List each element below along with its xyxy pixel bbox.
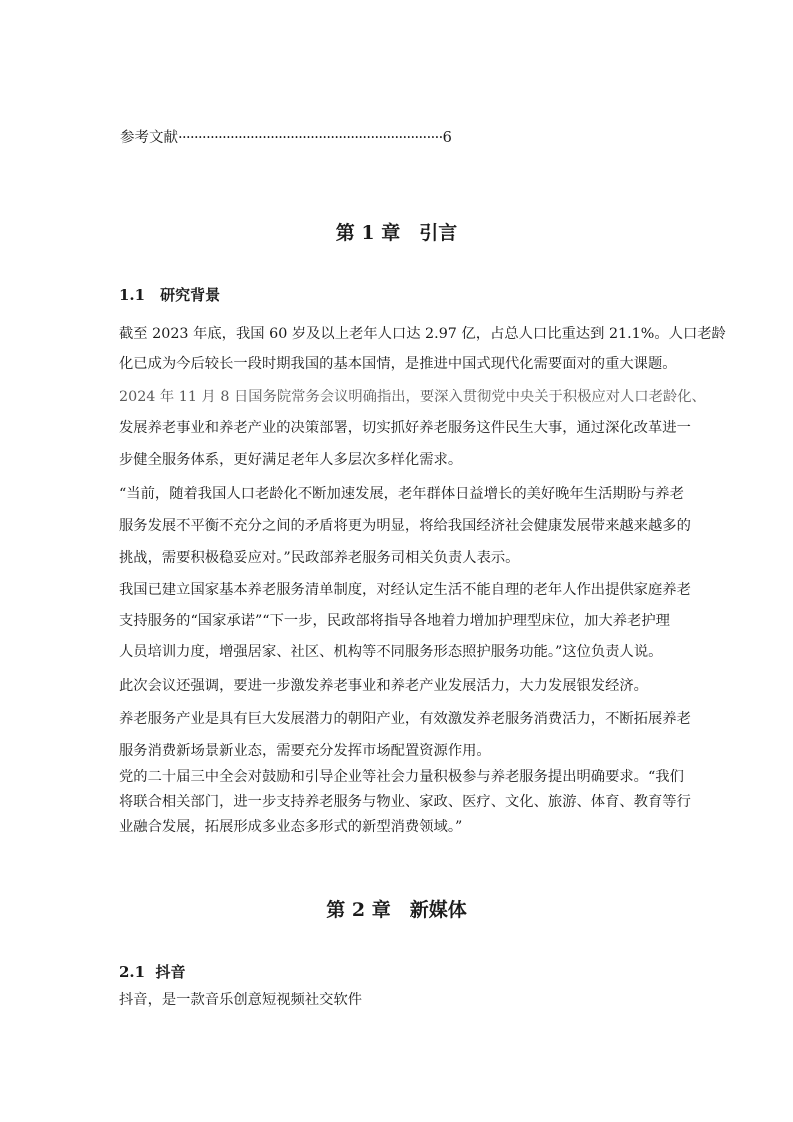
paragraph-line: 截至 2023 年底，我国 60 岁及以上老年人口达 2.97 亿，占总人口比重达到 21.1%。人口老龄 xyxy=(119,326,726,342)
paragraph-line: 服务消费新场景新业态，需要充分发挥市场配置资源作用。 xyxy=(119,743,491,759)
paragraph-line: 养老服务产业是具有巨大发展潜力的朝阳产业，有效激发养老服务消费活力，不断拓展养老 xyxy=(119,711,691,727)
paragraph-line: 服务发展不平衡不充分之间的矛盾将更为明显，将给我国经济社会健康发展带来越来越多的 xyxy=(119,518,691,534)
paragraph-line: 化已成为今后较长一段时期我国的基本国情，是推进中国式现代化需要面对的重大课题。 xyxy=(119,356,677,372)
chapter-1-title: 第 1 章 引言 xyxy=(335,222,458,244)
chapter-2-title: 第 2 章 新媒体 xyxy=(326,899,467,921)
paragraph-line: 人员培训力度，增强居家、社区、机构等不同服务形态照护服务功能。”这位负责人说。 xyxy=(119,644,663,660)
paragraph-line: 我国已建立国家基本养老服务清单制度，对经认定生活不能自理的老年人作出提供家庭养老 xyxy=(119,582,691,598)
section-2-1-title: 2.1 抖音 xyxy=(119,963,186,981)
paragraph-line: 业融合发展，拓展形成多业态多形式的新型消费领域。” xyxy=(119,819,463,835)
toc-label: 参考文献 xyxy=(120,130,178,146)
toc-leader-dots: ·································································· xyxy=(178,130,443,146)
paragraph-line: 此次会议还强调，要进一步激发养老事业和养老产业发展活力，大力发展银发经济。 xyxy=(119,678,648,694)
section-1-1-title: 1.1 研究背景 xyxy=(119,286,221,304)
paragraph-line: 党的二十届三中全会对鼓励和引导企业等社会力量积极参与养老服务提出明确要求。“我们 xyxy=(119,769,684,785)
paragraph-line: 抖音，是一款音乐创意短视频社交软件 xyxy=(119,992,363,1008)
toc-entry xyxy=(120,126,452,147)
toc-page-number: 6 xyxy=(442,130,452,146)
paragraph-line: 将联合相关部门，进一步支持养老服务与物业、家政、医疗、文化、旅游、体育、教育等行 xyxy=(119,794,691,810)
paragraph-line: “当前，随着我国人口老龄化不断加速发展，老年群体日益增长的美好晚年生活期盼与养老 xyxy=(119,486,684,502)
paragraph-line: 发展养老事业和养老产业的决策部署，切实抓好养老服务这件民生大事，通过深化改革进一 xyxy=(119,420,691,436)
paragraph-line: 挑战，需要积极稳妥应对。”民政部养老服务司相关负责人表示。 xyxy=(119,550,520,566)
paragraph-line: 支持服务的“国家承诺”“下一步，民政部将指导各地着力增加护理型床位，加大养老护理 xyxy=(119,613,670,629)
paragraph-line: 步健全服务体系，更好满足老年人多层次多样化需求。 xyxy=(119,452,463,468)
paragraph-line: 2024 年 11 月 8 日国务院常务会议明确指出，要深入贯彻党中央关于积极应对人口老龄化、 xyxy=(119,389,706,405)
